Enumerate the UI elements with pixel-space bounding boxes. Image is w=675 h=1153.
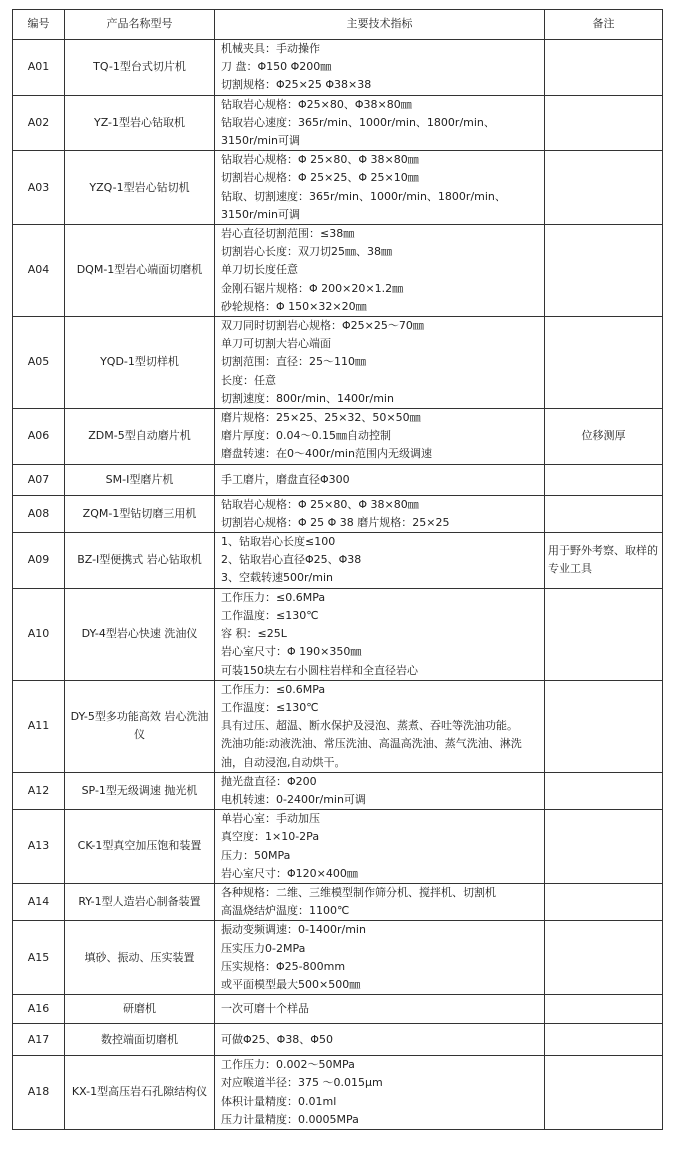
cell-note (545, 883, 663, 920)
table-row (13, 533, 663, 589)
cell-no: A02 (13, 95, 65, 151)
cell-name: DY-5型多功能高效 岩心洗油仪 (65, 680, 215, 772)
cell-name: 数控端面切磨机 (65, 1024, 215, 1056)
cell-name: KX-1型高压岩石孔隙结构仪 (65, 1056, 215, 1130)
cell-spec (215, 95, 545, 151)
header-note: 备注 (545, 10, 663, 40)
spec-line: 机械夹具：手动操作 (221, 42, 320, 55)
cell-spec (215, 588, 545, 680)
cell-name: 填砂、振动、压实装置 (65, 921, 215, 995)
table-row (13, 680, 663, 772)
spec-line: 金刚石锯片规格：Φ 200×20×1.2㎜ (221, 281, 404, 295)
spec-line: 单刀可切割大岩心端面 (221, 337, 331, 351)
table-row (13, 995, 663, 1024)
cell-note (545, 225, 663, 317)
cell-no: A14 (13, 883, 65, 920)
cell-spec (215, 495, 545, 532)
spec-line: 1、钻取岩心长度≤100 (221, 535, 336, 549)
spec-line: 钻取、切割速度：365r/min、1000r/min、1800r/min、 (221, 189, 506, 203)
cell-note (545, 588, 663, 680)
spec-line: 切割范围：直径：25～110㎜ (221, 355, 366, 369)
cell-spec (215, 995, 545, 1024)
spec-line: 工作温度：≤130℃ (221, 608, 319, 622)
cell-name: TQ-1型台式切片机 (65, 40, 215, 96)
table-row (13, 1056, 663, 1130)
cell-name: YZ-1型岩心钻取机 (65, 95, 215, 151)
cell-no: A04 (13, 225, 65, 317)
spec-line: 容 积：≤25L (221, 627, 287, 641)
cell-spec (215, 317, 545, 409)
spec-line: 3150r/min可调 (221, 134, 300, 148)
spec-line: 高温烧结炉温度：1100℃ (221, 904, 350, 918)
cell-note (545, 151, 663, 225)
cell-spec (215, 533, 545, 589)
table-row (13, 95, 663, 151)
cell-note (545, 995, 663, 1024)
spec-line: 单岩心室：手动加压 (221, 812, 320, 826)
cell-name: YQD-1型切样机 (65, 317, 215, 409)
spec-line: 具有过压、超温、断水保护及浸泡、蒸煮、吞吐等洗油功能。 (221, 719, 518, 733)
table-row (13, 495, 663, 532)
spec-line: 压力：50MPa (221, 848, 291, 862)
spec-line: 切割岩心规格：Φ 25×25、Φ 25×10㎜ (221, 171, 419, 185)
spec-line: 砂轮规格：Φ 150×32×20㎜ (221, 299, 367, 313)
spec-line: 刀 盘：Φ150 Φ200㎜ (221, 60, 332, 74)
table-row (13, 409, 663, 465)
spec-line: 体积计量精度：0.01ml (221, 1094, 337, 1108)
cell-spec (215, 883, 545, 920)
cell-note (545, 772, 663, 809)
cell-name: DQM-1型岩心端面切磨机 (65, 225, 215, 317)
cell-note (545, 1024, 663, 1056)
table-row (13, 921, 663, 995)
spec-line: 振动变频调速：0-1400r/min (221, 923, 366, 937)
cell-no: A07 (13, 464, 65, 495)
spec-line: 各种规格：二维、三维模型制作筛分机、搅拌机、切割机 (221, 885, 496, 899)
cell-no: A05 (13, 317, 65, 409)
cell-spec (215, 464, 545, 495)
spec-line: 岩心室尺寸：Φ 190×350㎜ (221, 645, 362, 659)
spec-line: 手工磨片，磨盘直径Φ300 (221, 472, 350, 486)
spec-line: 磨片规格：25×25、25×32、50×50㎜ (221, 411, 421, 425)
cell-name: YZQ-1型岩心钻切机 (65, 151, 215, 225)
table-row (13, 1024, 663, 1056)
cell-no: A01 (13, 40, 65, 96)
cell-name: SM-I型磨片机 (65, 464, 215, 495)
header-no: 编号 (13, 10, 65, 40)
cell-no: A13 (13, 810, 65, 884)
equipment-table (12, 9, 663, 1130)
table-row (13, 151, 663, 225)
cell-no: A18 (13, 1056, 65, 1130)
spec-line: 切割速度：800r/min、1400r/min (221, 391, 394, 405)
header-row (13, 10, 663, 40)
spec-line: 工作压力：≤0.6MPa (221, 682, 326, 696)
spec-line: 抛光盘直径：Φ200 (221, 774, 317, 788)
cell-spec (215, 810, 545, 884)
table-row (13, 588, 663, 680)
cell-note: 位移测厚 (545, 409, 663, 465)
cell-name: ZDM-5型自动磨片机 (65, 409, 215, 465)
cell-note (545, 495, 663, 532)
cell-no: A11 (13, 680, 65, 772)
cell-name: RY-1型人造岩心制备装置 (65, 883, 215, 920)
cell-note: 用于野外考察、取样的专业工具 (545, 533, 663, 589)
cell-note (545, 317, 663, 409)
cell-name: 研磨机 (65, 995, 215, 1024)
table-row (13, 464, 663, 495)
table-row (13, 883, 663, 920)
spec-line: 切割规格：Φ25×25 Φ38×38 (221, 78, 372, 92)
cell-note (545, 680, 663, 772)
cell-note (545, 1056, 663, 1130)
cell-spec (215, 1024, 545, 1056)
cell-name: BZ-I型便携式 岩心钻取机 (65, 533, 215, 589)
cell-note (545, 810, 663, 884)
spec-line: 双刀同时切割岩心规格：Φ25×25～70㎜ (221, 319, 424, 333)
spec-line: 3、空载转速500r/min (221, 571, 333, 585)
cell-no: A17 (13, 1024, 65, 1056)
cell-spec (215, 921, 545, 995)
spec-line: 洗油功能:动液洗油、常压洗油、高温高洗油、蒸气洗油、淋洗油，自动浸泡,自动烘干。 (221, 737, 522, 769)
spec-line: 钻取岩心速度：365r/min、1000r/min、1800r/min、 (221, 115, 495, 129)
cell-spec (215, 225, 545, 317)
spec-line: 工作压力：≤0.6MPa (221, 590, 326, 604)
spec-line: 长度：任意 (221, 373, 276, 387)
cell-spec (215, 409, 545, 465)
spec-line: 或平面模型最大500×500㎜ (221, 977, 361, 991)
cell-name: CK-1型真空加压饱和装置 (65, 810, 215, 884)
cell-no: A06 (13, 409, 65, 465)
cell-no: A16 (13, 995, 65, 1024)
spec-line: 钻取岩心规格：Φ 25×80、Φ 38×80㎜ (221, 153, 419, 167)
spec-line: 可装150块左右小圆柱岩样和全直径岩心 (221, 663, 418, 677)
spec-line: 磨片厚度：0.04～0.15㎜自动控制 (221, 429, 391, 443)
spec-line: 钻取岩心规格：Φ 25×80、Φ 38×80㎜ (221, 497, 419, 511)
cell-note (545, 95, 663, 151)
spec-line: 切割岩心规格：Φ 25 Φ 38 磨片规格：25×25 (221, 515, 450, 529)
cell-no: A12 (13, 772, 65, 809)
spec-line: 3150r/min可调 (221, 207, 300, 221)
cell-no: A10 (13, 588, 65, 680)
spec-line: 电机转速：0-2400r/min可调 (221, 792, 366, 806)
spec-line: 钻取岩心规格：Φ25×80、Φ38×80㎜ (221, 97, 412, 111)
table-row (13, 40, 663, 96)
cell-no: A03 (13, 151, 65, 225)
cell-spec (215, 1056, 545, 1130)
cell-note (545, 40, 663, 96)
spec-line: 2、钻取岩心直径Φ25、Φ38 (221, 553, 362, 567)
spec-line: 压实规格：Φ25-800mm (221, 959, 346, 973)
header-spec: 主要技术指标 (215, 10, 545, 40)
cell-note (545, 921, 663, 995)
spec-line: 工作温度：≤130℃ (221, 700, 319, 714)
spec-line: 工作压力：0.002～50MPa (221, 1058, 355, 1072)
spec-line: 切割岩心长度：双刀切25㎜、38㎜ (221, 245, 392, 259)
spec-line: 可做Φ25、Φ38、Φ50 (221, 1032, 333, 1046)
spec-line: 压力计量精度：0.0005MPa (221, 1112, 359, 1126)
spec-line: 压实压力0-2MPa (221, 941, 306, 955)
cell-spec (215, 680, 545, 772)
cell-spec (215, 40, 545, 96)
cell-name: SP-1型无级调速 抛光机 (65, 772, 215, 809)
spec-line: 真空度：1×10-2Pa (221, 830, 320, 844)
table-row (13, 317, 663, 409)
cell-name: ZQM-1型钻切磨三用机 (65, 495, 215, 532)
table-row (13, 810, 663, 884)
cell-spec (215, 772, 545, 809)
cell-no: A09 (13, 533, 65, 589)
spec-line: 磨盘转速：在0～400r/min范围内无级调速 (221, 447, 432, 461)
header-name: 产品名称型号 (65, 10, 215, 40)
spec-line: 岩心直径切割范围：≤38㎜ (221, 227, 355, 241)
cell-no: A15 (13, 921, 65, 995)
table-row (13, 225, 663, 317)
cell-note (545, 464, 663, 495)
spec-line: 对应喉道半径：375 ～0.015μm (221, 1076, 383, 1090)
spec-line: 一次可磨十个样品 (221, 1002, 309, 1016)
table-row (13, 772, 663, 809)
spec-line: 岩心室尺寸：Φ120×400㎜ (221, 866, 358, 880)
spec-line: 单刀切长度任意 (221, 263, 298, 277)
cell-name: DY-4型岩心快速 洗油仪 (65, 588, 215, 680)
cell-no: A08 (13, 495, 65, 532)
cell-spec (215, 151, 545, 225)
